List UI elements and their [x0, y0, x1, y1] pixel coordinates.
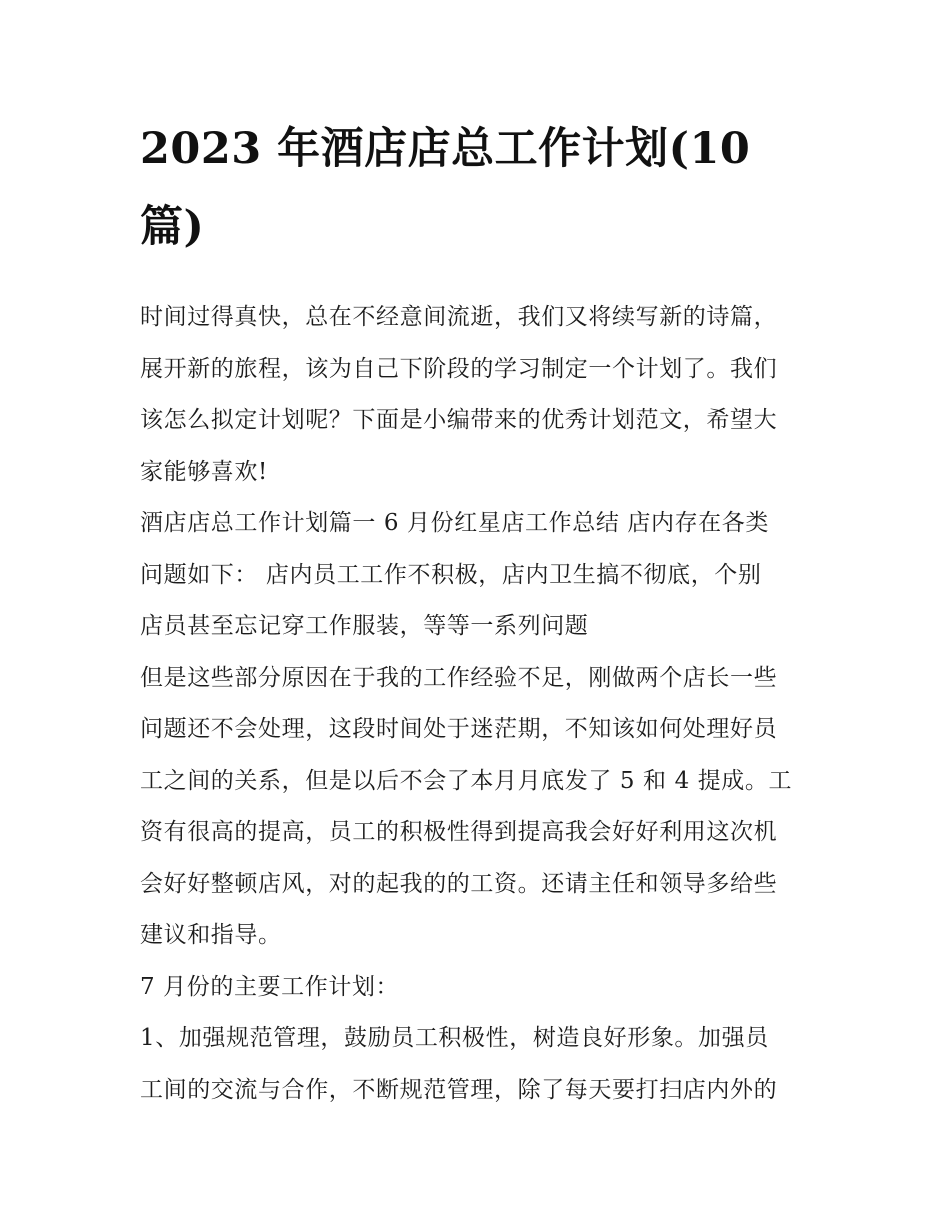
text-line: 建议和指导。	[140, 922, 282, 948]
text-line: 问题如下： 店内员工工作不积极，店内卫生搞不彻底，个别	[140, 561, 762, 588]
plan-one-paragraph	[140, 498, 812, 653]
text-line: 酒店店总工作计划篇一 6 月份红星店工作总结 店内存在各类	[140, 510, 769, 536]
text-line: 问题还不会处理，这段时间处于迷茫期，不知该如何处理好员	[140, 716, 778, 742]
document-title	[140, 110, 812, 266]
document-content	[140, 110, 812, 1116]
text-line: 时间过得真快，总在不经意间流逝，我们又将续写新的诗篇，	[140, 304, 778, 330]
text-line: 该怎么拟定计划呢？下面是小编带来的优秀计划范文，希望大	[140, 407, 778, 433]
title-line: 篇)	[140, 202, 205, 252]
text-line: 店员甚至忘记穿工作服装，等等一系列问题	[140, 613, 589, 639]
plan-item-paragraph	[140, 1013, 812, 1116]
text-line: 展开新的旅程，该为自己下阶段的学习制定一个计划了。我们	[140, 355, 778, 382]
title-line: 2023 年酒店店总工作计划(10	[140, 124, 751, 174]
july-plan-heading	[140, 962, 812, 1014]
document-body	[140, 292, 812, 1116]
text-line: 7 月份的主要工作计划：	[140, 973, 400, 1000]
text-line: 会好好整顿店风，对的起我的的工资。还请主任和领导多给些	[140, 870, 778, 897]
text-line: 工间的交流与合作，不断规范管理，除了每天要打扫店内外的	[140, 1076, 778, 1103]
text-line: 但是这些部分原因在于我的工作经验不足，刚做两个店长一些	[140, 664, 778, 691]
text-line: 资有很高的提高，员工的积极性得到提高我会好好利用这次机	[140, 819, 778, 845]
text-line: 1、加强规范管理，鼓励员工积极性，树造良好形象。加强员	[140, 1025, 769, 1051]
intro-paragraph	[140, 292, 812, 498]
reflection-paragraph	[140, 653, 812, 962]
text-line: 家能够喜欢!	[140, 458, 268, 485]
text-line: 工之间的关系，但是以后不会了本月月底发了 5 和 4 提成。工	[140, 767, 793, 794]
